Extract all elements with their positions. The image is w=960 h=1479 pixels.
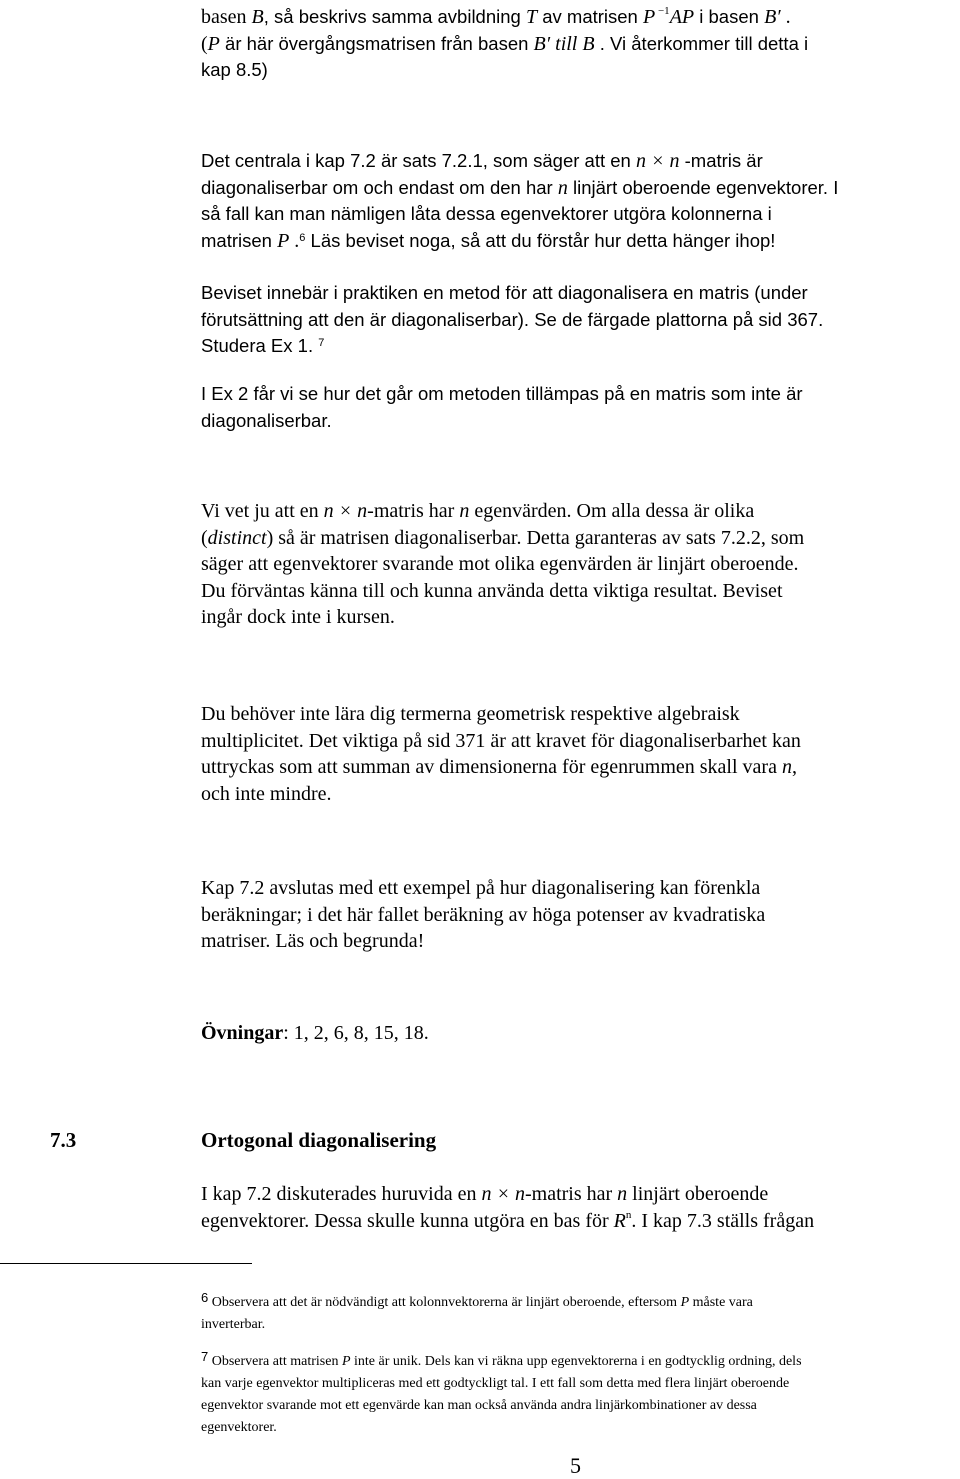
text: av matrisen [537, 6, 643, 27]
text: multiplicitet. Det viktiga på sid 371 är att kravet för diagonaliserbarhet kan [201, 729, 801, 752]
math-var: B′ [764, 6, 781, 28]
section-number: 7.3 [50, 1128, 77, 1152]
text: Vi vet ju att en [201, 500, 324, 522]
exercises-line [201, 1020, 951, 1047]
math-var: B′ [533, 32, 551, 55]
math-exponent: n [625, 1208, 632, 1221]
text: linjärt oberoende egenvektorer. I [567, 176, 839, 198]
text: -matris har [367, 500, 460, 522]
text: Du förväntas känna till och kunna använda detta viktiga resultat. Beviset [201, 579, 783, 602]
text: linjärt oberoende [627, 1183, 769, 1205]
text: -matris har [524, 1183, 618, 1205]
paragraph-multiplicity [201, 701, 951, 807]
text: är här övergångsmatrisen från basen [219, 32, 534, 54]
math-var: B [582, 32, 595, 55]
text: basen [201, 6, 252, 28]
text: ) så är matrisen diagonaliserbar. Detta garanteras av sats 7.2.2, som [266, 526, 805, 549]
math-var: B [251, 6, 264, 28]
footnote-6 [201, 1292, 951, 1336]
paragraph-kap72-summary [201, 875, 951, 955]
text: ingår dock inte i kursen. [201, 606, 395, 628]
text: . [289, 229, 300, 252]
text: diagonaliserbar om och endast om den har [201, 176, 558, 198]
footnote-number: 7 [201, 1349, 209, 1364]
text: , så beskrivs samma avbildning [263, 6, 526, 27]
text: . [780, 6, 791, 28]
footnote-number: 6 [201, 1290, 209, 1305]
footnote-separator [0, 1263, 252, 1264]
text: kap 8.5) [201, 59, 268, 80]
text: ( [201, 526, 208, 549]
text: uttryckas som att summan av dimensionerna för egenrummen skall vara [201, 756, 782, 778]
math-var: P [680, 1295, 690, 1310]
text: . Vi återkommer till detta i [594, 32, 809, 54]
text: egenvektor svarande mot ett egenvärde kan man också använda andra linjärkombinationer av dessa [201, 1398, 757, 1413]
math-var: n [617, 1183, 628, 1205]
text: inte är unik. Dels kan vi räkna upp egenvektorerna i en godtycklig ordning, dels [350, 1354, 802, 1369]
text: i basen [694, 6, 765, 27]
math-var: P [341, 1354, 351, 1369]
text: I Ex 2 får vi se hur det går om metoden tillämpas på en matris som inte är [201, 383, 803, 404]
paragraph-sats-721 [201, 148, 951, 254]
text: till [550, 32, 583, 55]
paragraph-kap73-intro [201, 1181, 951, 1234]
exercises-list: : 1, 2, 6, 8, 15, 18. [283, 1022, 429, 1044]
text: diagonaliserbar. [201, 409, 332, 431]
text: och inte mindre. [201, 782, 332, 805]
math-var: n [459, 500, 470, 522]
text: I kap 7.2 diskuterades huruvida en [201, 1183, 482, 1205]
paragraph-proof-method [201, 280, 951, 360]
text: , [791, 756, 797, 778]
math-var: n [781, 756, 792, 778]
text: så fall kan man nämligen låta dessa egenvektorer utgöra kolonnerna i [201, 203, 772, 224]
math-expr: n × n [635, 150, 680, 172]
exercises-label: Övningar [201, 1022, 284, 1044]
text: måste vara [689, 1295, 753, 1310]
text: säger att egenvektorer svarande mot olika egenvärden är linjärt oberoende. [201, 553, 799, 575]
text: . I kap 7.3 ställs frågan [631, 1209, 815, 1232]
footnote-7 [201, 1351, 951, 1439]
text: egenvärden. Om alla dessa är olika [469, 500, 755, 522]
footnote-ref-6[interactable]: 6 [299, 231, 306, 244]
text: matrisen [201, 229, 278, 251]
text: Beviset innebär i praktiken en metod för att diagonalisera en matris (under [201, 282, 808, 303]
math-var: n [557, 176, 568, 199]
text: ( [201, 32, 208, 55]
paragraph-basis-change [201, 4, 951, 84]
text: kan varje egenvektor multipliceras med ett godtyckligt tal. I ett fall som detta med flera linjärt oberoende [201, 1376, 790, 1391]
math-var: AP [669, 6, 695, 28]
text: Kap 7.2 avslutas med ett exempel på hur diagonalisering kan förenkla [201, 877, 761, 899]
text: Läs beviset noga, så att du förstår hur detta hänger ihop! [305, 229, 776, 251]
math-var: P [643, 6, 656, 28]
math-var: R [613, 1209, 626, 1232]
math-expr: n × n [323, 500, 368, 522]
footnote-ref-7[interactable]: 7 [318, 337, 325, 349]
text: egenvektorer. [201, 1420, 277, 1435]
math-var: P [207, 32, 220, 55]
text: Det centrala i kap 7.2 är sats 7.2.1, som säger att en [201, 150, 636, 171]
paragraph-distinct-eigenvalues [201, 498, 951, 631]
text: förutsättning att den är diagonaliserbar). Se de färgade plattorna på sid 367. [201, 308, 824, 330]
section-title: Ortogonal diagonalisering [201, 1128, 437, 1152]
text: -matris är [679, 150, 763, 171]
math-var: P [277, 229, 290, 252]
page-number: 5 [570, 1453, 581, 1478]
text: matriser. Läs och begrunda! [201, 930, 425, 952]
text: Studera Ex 1. [201, 335, 319, 356]
paragraph-example-2 [201, 381, 951, 434]
math-expr: n × n [481, 1183, 525, 1205]
text: beräkningar; i det här fallet beräkning av höga potenser av kvadratiska [201, 903, 766, 926]
text: Observera att det är nödvändigt att kolonnvektorerna är linjärt oberoende, eftersom [208, 1295, 681, 1310]
math-var: T [525, 6, 538, 28]
emphasis: distinct [207, 526, 267, 549]
text: egenvektorer. Dessa skulle kunna utgöra en bas för [201, 1209, 614, 1232]
text: Du behöver inte lära dig termerna geometrisk respektive algebraisk [201, 703, 740, 725]
text: Observera att matrisen [208, 1354, 342, 1369]
text: inverterbar. [201, 1317, 266, 1332]
math-exponent: −1 [655, 5, 670, 17]
